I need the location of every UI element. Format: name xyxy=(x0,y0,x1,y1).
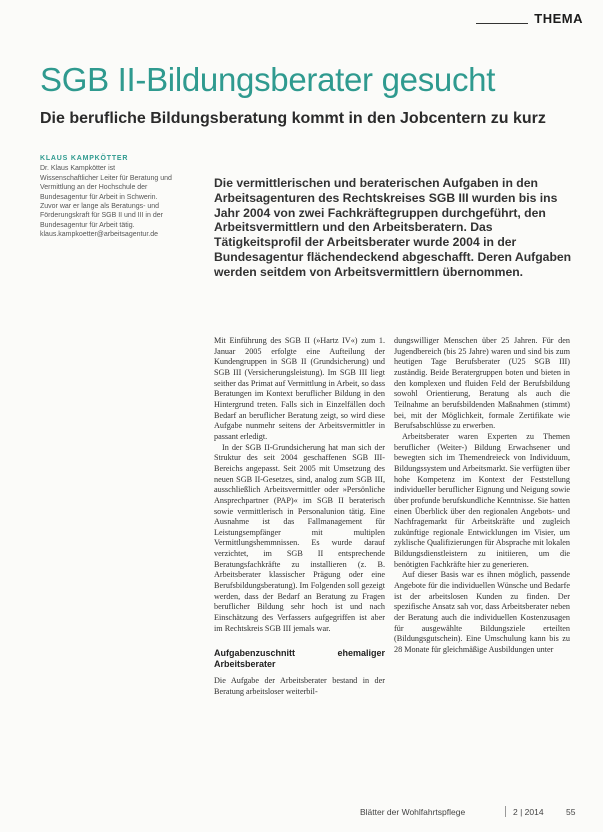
section-rule xyxy=(476,23,528,24)
author-box xyxy=(40,154,174,240)
section-heading: Aufgabenzuschnitt ehemaliger Arbeitsberater xyxy=(214,648,385,670)
page-number: 55 xyxy=(566,807,576,817)
body-paragraph: dungswilliger Menschen über 25 Jahren. Für den Jugendbereich (bis 25 Jahre) waren und sind bis zum heutigen Tage Berufsberater (U25 SGB III) zuständig. Beide Beratergruppen boten und bieten in den komplexen und fluiden Feld der Berufsbildung sowohl Orientierung, Beratung als auch die Teilnahme an berufsbildenden Maßnahmen (stimmt) bei, mit der Möglichkeit, formale Zertifikate wie Berufsabschlüsse zu erwerben. xyxy=(394,336,570,431)
author-bio: Dr. Klaus Kampkötter ist Wissenschaftlicher Leiter für Beratung und Vermittlung an der Hochschule der Bundesagentur für Arbeit in Schwerin. Zuvor war er lange als Beratungs- und Förderungskraft für SGB II und III in der Bundesagentur für Arbeit tätig. xyxy=(40,165,172,229)
body-paragraph: Arbeitsberater waren Experten zu Themen beruflicher (Weiter-) Bildung Erwachsener und bewegten sich im Themendreieck von Individuum, Bildungssystem und Arbeitsmarkt. Sie verfügten über hohe Kompetenz im Kontext der Feststellung individueller beruflicher Eignung und Neigung sowie über profunde berufskundliche Kenntnisse. Sie hatten einen Überblick über den regionalen Angebots- und Nachfragemarkt für Arbeitskräfte und zugleich zukünftige regionale Entwicklungen im Visier, um zyklische Qualifizierungen für Absprache mit lokalen Bildungsdienstleistern zu initiieren, um die benötigten Fachkräfte hier zu generieren. xyxy=(394,431,571,569)
author-name: KLAUS KAMPKÖTTER xyxy=(40,155,129,162)
footer-issue: 2 | 2014 xyxy=(513,807,544,817)
body-paragraph: Die Aufgabe der Arbeitsberater bestand in der Beratung arbeitsloser weiterbil- xyxy=(214,676,385,697)
article-lead: Die vermittlerischen und beraterischen Aufgaben in den Arbeitsagenturen des Rechtskreises SGB III wurden bis ins Jahr 2004 von zwei Fachkräftegruppen durchgeführt, den Arbeitsvermittlern und den Arbeitsberatern. Das Tätigkeitsprofil der Arbeitsberater wurde 2004 in der Bundesagentur flächendeckend abgeschafft. Deren Aufgaben werden seitdem von Arbeitsvermittlern übernommen. xyxy=(214,176,572,279)
section-label: THEMA xyxy=(534,11,583,26)
body-paragraph: In der SGB II-Grundsicherung hat man sich der Struktur des seit 2004 geschaffenen SGB III-Bereichs angepasst. Seit 2005 mit Umsetzung des neuen SGB II-Gesetzes, sind, analog zum SGB III, ausschließlich Arbeitsvermittler oder »Persönliche Ansprechpartner (PAP)« im SGB II beraterisch sowie vermittlerisch in Personalunion tätig. Eine Ausnahme ist das Fallmanagement für Leistungsempfänger mit multiplen Vermittlungshemmnissen. Es wurde darauf verzichtet, im SGB II entsprechende Beratungsfachkräfte zu installieren (z. B. Arbeitsberater klassischer Prägung oder eine Berufsbildungsberatung). Im Folgenden soll gezeigt werden, dass der Bedarf an Beratung zu Fragen beruflicher Bildung sehr hoch ist und nach Einschätzung des Verfassers aufgegriffen ist aber im Rechtskreis SGB III jemals war. xyxy=(214,442,385,633)
footer-publication: Blätter der Wohlfahrtspflege xyxy=(360,807,466,817)
footer-divider xyxy=(505,806,506,817)
body-column-2 xyxy=(394,336,570,656)
article-title: SGB II-Bildungsberater gesucht xyxy=(40,61,496,98)
body-column-1 xyxy=(214,336,385,698)
author-email[interactable]: klaus.kampkoetter@arbeitsagentur.de xyxy=(40,231,159,239)
body-paragraph: Mit Einführung des SGB II (»Hartz IV«) zum 1. Januar 2005 erfolgte eine Aufteilung der Kundengruppen in SGB II (Grundsicherung) und SGB III (Versicherungsleistung). Im SGB III liegt seither das Primat auf Vermittlung in Arbeit, so dass Beratungen im Kontext beruflicher Bildung in den Hintergrund treten. Falls sich in Einzelfällen doch Bedarf an beruflicher Beratung zeigt, so wird diese Aufgabe nunmehr seitens der Arbeitsvermittler in passant erledigt. xyxy=(214,336,385,441)
body-paragraph: Auf dieser Basis war es ihnen möglich, passende Angebote für die individuellen Wünsche und Bedarfe ist der arbeitslosen Kunden zu finden. Der spezifische Ansatz sah vor, dass Arbeitsberater neben der Beratung auch die individuellen Kostenzusagen für ausgewählte Bildungsziele erteilten (Bildungsgutschein). Eine Umschulung kann bis zu 28 Monate für gleichmäßige Ausbildungen unter xyxy=(394,570,570,655)
article-subtitle: Die berufliche Bildungsberatung kommt in den Jobcentern zu kurz xyxy=(40,110,546,127)
